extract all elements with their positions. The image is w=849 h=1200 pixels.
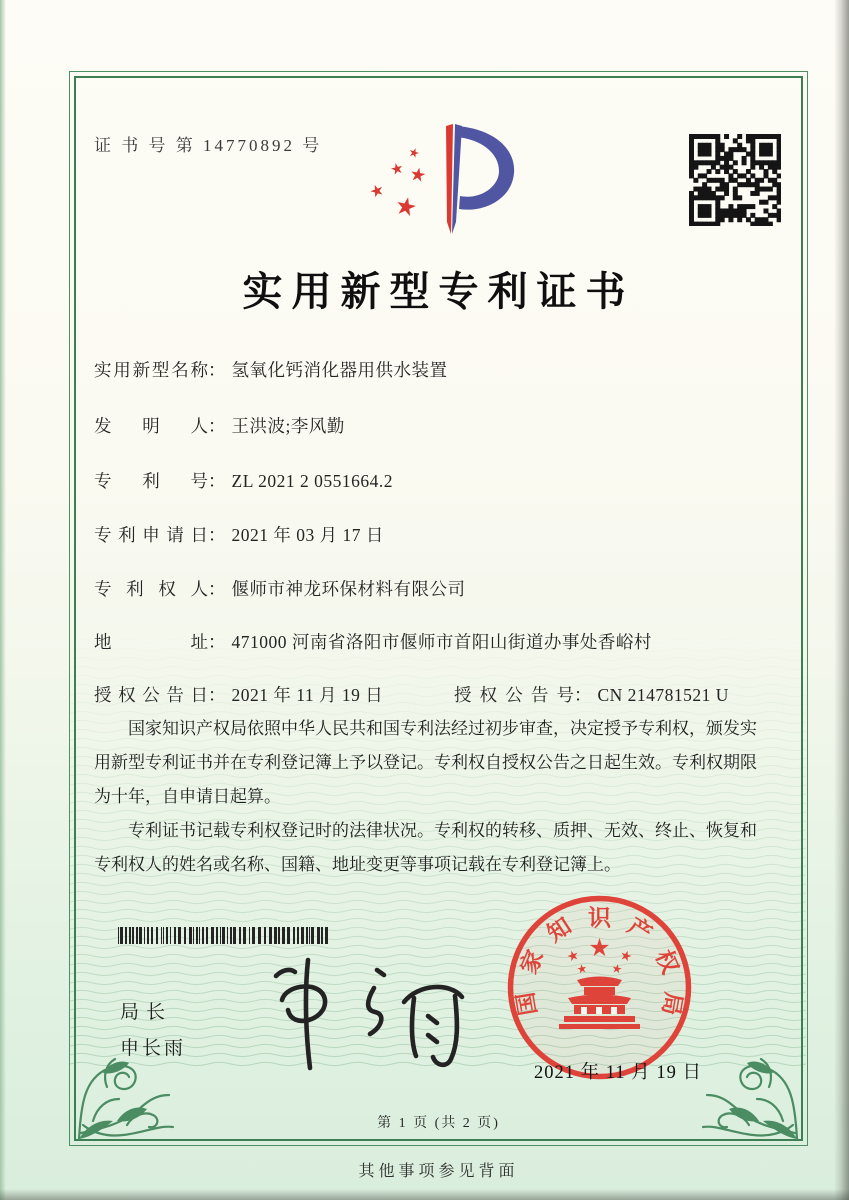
field-grant-row: [94, 682, 729, 707]
field-label: 专利权人: [94, 579, 208, 599]
field-colon: ：: [208, 525, 226, 545]
field-value: ZL 2021 2 0551664.2: [231, 471, 393, 491]
field-label: 专利申请日: [94, 525, 208, 545]
field-utility-model-name: [94, 357, 448, 382]
field-label: 发明人: [94, 416, 208, 436]
scan-edge-right: [834, 0, 849, 1200]
field-patentee: [94, 576, 466, 601]
field-value: 王洪波;李风勤: [231, 416, 345, 436]
certificate-title: 实用新型专利证书: [242, 269, 635, 314]
field-inventors: [94, 413, 345, 438]
official-seal-icon: [502, 890, 697, 1085]
legal-paragraph-1: 国家知识产权局依照中华人民共和国专利法经过初步审查，决定授予专利权，颁发实用新型专利证书并在专利登记簿上予以登记。专利权自授权公告之日起生效。专利权期限为十年，自申请日起算。: [94, 719, 757, 806]
back-side-note: 其他事项参见背面: [358, 1163, 519, 1180]
field-grant-date: [94, 685, 383, 705]
field-colon: ：: [208, 632, 226, 652]
qr-code-icon: [689, 134, 781, 226]
field-label: 专利号: [94, 471, 208, 491]
field-address: [94, 629, 652, 654]
field-colon: ：: [208, 416, 226, 436]
field-label: 授权公告日: [94, 685, 208, 705]
field-label: 实用新型名称: [94, 360, 208, 380]
field-value: 偃师市神龙环保材料有限公司: [231, 579, 466, 599]
field-colon: ：: [208, 471, 226, 491]
scan-edge-left: [0, 0, 6, 1200]
field-value: 氢氧化钙消化器用供水装置: [231, 360, 448, 380]
field-grant-number: [454, 682, 729, 707]
director-title: 局长: [120, 1002, 173, 1023]
cnipa-logo-icon: [362, 116, 542, 238]
field-colon: ：: [208, 685, 226, 705]
seal-ring-text: 国家知识产权局: [512, 905, 687, 1018]
field-value: CN 214781521 U: [597, 685, 729, 705]
field-patent-number: [94, 468, 393, 493]
field-label: 地址: [94, 632, 208, 652]
scan-edge-bottom: [0, 1189, 849, 1200]
director-name: 申长雨: [120, 1038, 187, 1059]
certificate-number: 证 书 号 第 14770892 号: [94, 136, 323, 155]
legal-paragraph-2: 专利证书记载专利权登记时的法律状况。专利权的转移、质押、无效、终止、恢复和专利权人的姓名或名称、国籍、地址变更等事项记载在专利登记簿上。: [94, 821, 757, 874]
field-filing-date: [94, 522, 384, 547]
legal-text: [94, 712, 760, 882]
page-number: 第 1 页 (共 2 页): [377, 1116, 500, 1131]
field-label: 授权公告号: [454, 685, 574, 705]
field-colon: ：: [208, 579, 226, 599]
handwritten-signature-icon: [246, 948, 476, 1073]
field-value: 471000 河南省洛阳市偃师市首阳山街道办事处香峪村: [231, 632, 652, 652]
field-colon: ：: [574, 685, 592, 705]
field-value: 2021 年 11 月 19 日: [231, 685, 384, 705]
barcode-icon: [118, 927, 333, 944]
field-value: 2021 年 03 月 17 日: [231, 525, 384, 545]
field-colon: ：: [208, 360, 226, 380]
seal-date: 2021 年 11 月 19 日: [534, 1063, 702, 1083]
